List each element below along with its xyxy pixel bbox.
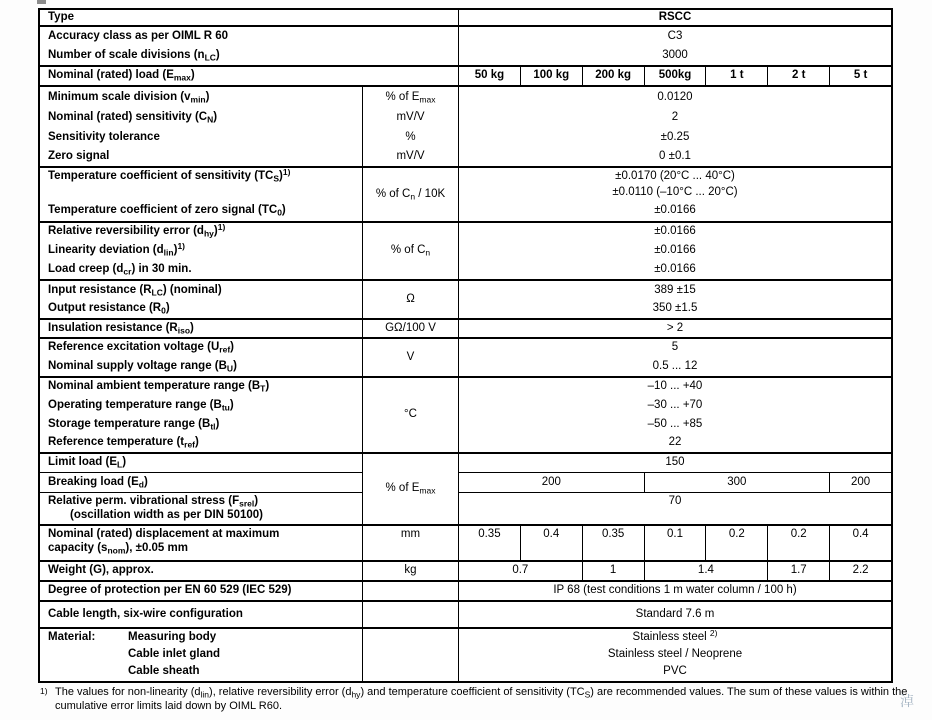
material-body-label: Measuring body	[128, 630, 217, 643]
group-type	[40, 10, 891, 25]
vibrational-stress-label: Relative perm. vibrational stress $(F_{srel})$	[48, 495, 259, 509]
tc0-label-cell	[40, 201, 362, 221]
sensitivity-tolerance-label-cell	[40, 128, 362, 147]
unit-cell	[362, 320, 458, 337]
load-1t: 1 t	[730, 69, 744, 82]
displacement-label-line2: capacity $(s_{nom})$, ±0.05 mm	[48, 541, 188, 556]
insulation-label: Insulation resistance $(R_{iso})$	[48, 321, 194, 336]
tcs-value-cell	[458, 168, 891, 185]
group-nominal-load	[40, 65, 891, 85]
output-resistance-label-cell	[40, 300, 362, 318]
cable-length-label: Cable length, six-wire configuration	[48, 607, 243, 620]
type-value-cell	[458, 10, 891, 25]
weight-value-cell	[767, 562, 829, 580]
cable-length-value-cell	[458, 602, 891, 627]
group-insulation	[40, 318, 891, 337]
nominal-sensitivity-label: Nominal (rated) sensitivity $(C_N)$	[48, 111, 218, 125]
load-200kg: 200 kg	[595, 69, 632, 82]
spec-table	[38, 8, 893, 683]
weight-value: 2.2	[852, 564, 869, 577]
tc0-value: ±0.0166	[654, 204, 696, 217]
reversibility-value: ±0.0166	[654, 225, 696, 238]
breaking-load-label-cell	[40, 473, 362, 493]
protection-label-cell	[40, 582, 362, 600]
unit-cell-empty	[362, 629, 458, 681]
tc0-label: Temperature coefficient of zero signal $(TC_0)$	[48, 204, 286, 218]
unit-text: mV/V	[396, 111, 425, 124]
material-body-value: Stainless steel $^{2)}$	[632, 629, 718, 643]
unit-text: Ω	[406, 292, 415, 305]
breaking-load-value-low: 200	[541, 475, 561, 488]
vibrational-stress-value: 70	[668, 495, 682, 507]
vibrational-stress-value-cell	[458, 493, 891, 524]
reference-temp-value: 22	[668, 436, 682, 449]
cropped-artifact	[37, 0, 46, 4]
weight-label-cell	[40, 562, 362, 580]
material-prefix: Material:	[48, 630, 96, 643]
group-temp-coefficients	[40, 166, 891, 221]
storage-temp-value: –50 ... +85	[647, 417, 703, 430]
protection-label: Degree of protection per EN 60 529 (IEC 529)	[48, 584, 292, 597]
sensitivity-tolerance-value-cell	[458, 128, 891, 147]
accuracy-class-value: C3	[667, 29, 683, 42]
protection-value: IP 68 (test conditions 1 m water column / 100 h)	[553, 584, 797, 597]
ref-excitation-label: Reference excitation voltage $(U_{ref})$	[48, 341, 234, 355]
accuracy-class-label-cell	[40, 27, 458, 46]
load-100kg: 100 kg	[533, 69, 570, 82]
zero-signal-value-cell	[458, 147, 891, 166]
unit-text: mV/V	[396, 149, 425, 162]
storage-temp-value-cell	[458, 415, 891, 434]
unit-text: °C	[404, 408, 417, 421]
group-load-limits	[40, 452, 891, 524]
weight-value-cell	[829, 562, 891, 580]
unit-cell	[362, 454, 458, 524]
displacement-value: 0.35	[478, 528, 501, 540]
group-resistance	[40, 279, 891, 318]
displacement-value: 0.2	[728, 528, 745, 540]
material-body-label-cell	[40, 629, 362, 646]
load-col-header	[829, 67, 891, 85]
operating-temp-label-cell	[40, 396, 362, 415]
tcs-value-cell	[458, 185, 891, 201]
group-material	[40, 627, 891, 681]
ambient-temp-label: Nominal ambient temperature range $(B_T)$	[48, 380, 270, 394]
scale-divisions-value-cell	[458, 46, 891, 65]
weight-value-cell	[582, 562, 644, 580]
unit-cell	[362, 223, 458, 279]
input-resistance-value-cell	[458, 281, 891, 300]
zero-signal-value: 0 ±0.1	[659, 149, 691, 162]
creep-value: ±0.0166	[654, 262, 696, 275]
tc0-value-cell	[458, 201, 891, 221]
load-col-header	[520, 67, 582, 85]
material-sheath-value: PVC	[663, 665, 687, 678]
operating-temp-value-cell	[458, 396, 891, 415]
breaking-load-value-cell	[458, 473, 644, 493]
input-resistance-label: Input resistance $(R_{LC})$ (nominal)	[48, 283, 222, 298]
tcs-label-cell	[40, 168, 362, 201]
breaking-load-value-mid: 300	[727, 475, 747, 488]
displacement-label-cell	[40, 526, 362, 560]
type-label-cell	[40, 10, 458, 25]
load-5t: 5 t	[853, 69, 868, 82]
unit-text: % of $C_n$	[390, 244, 431, 258]
supply-range-value: 0.5 ... 12	[652, 359, 698, 372]
unit-cell	[362, 168, 458, 221]
group-accuracy	[40, 25, 891, 65]
breaking-load-value-cell	[829, 473, 891, 493]
operating-temp-label: Operating temperature range $(B_{tu})$	[48, 398, 234, 413]
unit-cell	[362, 281, 458, 318]
displacement-value: 0.1	[666, 528, 683, 540]
accuracy-class-value-cell	[458, 27, 891, 46]
group-sensitivity	[40, 85, 891, 166]
linearity-value: ±0.0166	[654, 243, 696, 256]
nominal-sensitivity-value: 2	[671, 111, 679, 124]
material-sheath-label-cell	[40, 663, 362, 681]
unit-cell-empty	[362, 582, 458, 600]
vibrational-stress-label-cell	[40, 493, 362, 524]
ambient-temp-value: –10 ... +40	[647, 380, 703, 393]
limit-load-value: 150	[665, 456, 685, 469]
material-body-value-cell	[458, 629, 891, 646]
weight-value-cell	[458, 562, 582, 580]
min-scale-division-label: Minimum scale division $(v_{min})$	[48, 90, 210, 105]
unit-cell-empty	[362, 602, 458, 627]
weight-label: Weight (G), approx.	[48, 564, 154, 577]
zero-signal-label: Zero signal	[48, 149, 110, 162]
displacement-value-cell	[458, 526, 520, 560]
group-voltage	[40, 337, 891, 376]
limit-load-label: Limit load $(E_L)$	[48, 456, 127, 470]
footnote-marker: 1)	[40, 686, 48, 696]
type-label: Type	[48, 10, 74, 23]
insulation-value-cell	[458, 320, 891, 337]
displacement-value-cell	[582, 526, 644, 560]
unit-text: kg	[404, 564, 417, 577]
material-sheath-value-cell	[458, 663, 891, 681]
scale-divisions-value: 3000	[662, 48, 688, 61]
creep-value-cell	[458, 260, 891, 279]
displacement-value-cell	[644, 526, 706, 560]
material-sheath-label: Cable sheath	[128, 665, 200, 678]
weight-value: 1.4	[697, 564, 714, 577]
protection-value-cell	[458, 582, 891, 600]
footnote-text: The values for non-linearity $(d_{lin})$, relative reversibility error $(d_{hy})$ and temperature coefficient of sensitivity $(TC_S)$ are recommended values. The sum of these values is within the cumulative error limits laid down by OIML R60.	[55, 686, 908, 712]
unit-cell	[362, 147, 458, 166]
tcs-value-warm: ±0.0170 (20°C ... 40°C)	[615, 169, 735, 182]
output-resistance-value: 350 ±1.5	[652, 302, 698, 315]
unit-text: % of $E_{max}$	[385, 90, 436, 105]
accuracy-class-label: Accuracy class as per OIML R 60	[48, 29, 229, 42]
breaking-load-value-high: 200	[850, 475, 871, 488]
cable-length-label-cell	[40, 602, 362, 627]
weight-value: 1	[609, 564, 617, 577]
weight-value-cell	[644, 562, 768, 580]
insulation-value: > 2	[666, 321, 684, 334]
displacement-value-cell	[520, 526, 582, 560]
tcs-label: Temperature coefficient of sensitivity $(TC_S)^{1)}$	[48, 168, 291, 184]
creep-label: Load creep $(d_{cr})$ in 30 min.	[48, 262, 192, 277]
type-value: RSCC	[658, 10, 692, 23]
linearity-label: Linearity deviation $(d_{lin})^{1)}$	[48, 241, 185, 258]
displacement-value: 0.4	[543, 528, 560, 540]
limit-load-value-cell	[458, 454, 891, 473]
sensitivity-tolerance-value: ±0.25	[660, 130, 690, 143]
nominal-load-label: Nominal (rated) load $(E_{max})$	[48, 69, 195, 83]
group-cable-length	[40, 600, 891, 627]
unit-cell	[362, 128, 458, 147]
min-scale-division-value-cell	[458, 87, 891, 108]
reversibility-value-cell	[458, 223, 891, 241]
unit-text: GΩ/100 V	[385, 321, 436, 334]
load-col-header	[644, 67, 706, 85]
reference-temp-value-cell	[458, 434, 891, 452]
linearity-value-cell	[458, 241, 891, 260]
unit-text: V	[406, 350, 415, 363]
nominal-sensitivity-value-cell	[458, 108, 891, 128]
group-error-values	[40, 221, 891, 279]
unit-cell	[362, 526, 458, 560]
supply-range-label-cell	[40, 357, 362, 376]
load-col-header	[582, 67, 644, 85]
unit-text: %	[405, 130, 416, 143]
ambient-temp-value-cell	[458, 378, 891, 396]
material-gland-label: Cable inlet gland	[128, 647, 221, 660]
displacement-value: 0.4	[852, 528, 869, 540]
unit-text: % of $E_{max}$	[385, 482, 436, 496]
watermark-glyph: 淖	[900, 693, 914, 709]
material-gland-value: Stainless steel / Neoprene	[607, 647, 743, 660]
ref-excitation-value: 5	[671, 341, 679, 354]
limit-load-label-cell	[40, 454, 362, 473]
breaking-load-label: Breaking load $(E_d)$	[48, 475, 148, 490]
group-displacement	[40, 524, 891, 560]
unit-text: % of $C_n / 10K$	[375, 187, 446, 202]
load-50kg: 50 kg	[474, 69, 505, 82]
unit-cell	[362, 562, 458, 580]
scale-divisions-label-cell	[40, 46, 458, 65]
group-weight	[40, 560, 891, 580]
output-resistance-value-cell	[458, 300, 891, 318]
breaking-load-value-cell	[644, 473, 830, 493]
storage-temp-label-cell	[40, 415, 362, 434]
displacement-label: Nominal (rated) displacement at maximum	[48, 528, 280, 540]
group-protection	[40, 580, 891, 600]
material-gland-value-cell	[458, 646, 891, 663]
footnote-1	[40, 685, 908, 713]
min-scale-division-label-cell	[40, 87, 362, 108]
min-scale-division-value: 0.0120	[657, 90, 693, 103]
storage-temp-label: Storage temperature range $(B_{tl})$	[48, 417, 220, 432]
load-col-header	[767, 67, 829, 85]
load-col-header	[705, 67, 767, 85]
ref-excitation-value-cell	[458, 339, 891, 357]
reversibility-label: Relative reversibility error $(d_{hy})^{1)}$	[48, 223, 226, 239]
reference-temp-label: Reference temperature $(t_{ref})$	[48, 436, 199, 450]
unit-cell	[362, 339, 458, 376]
nominal-load-label-cell	[40, 67, 458, 85]
output-resistance-label: Output resistance $(R_0)$	[48, 302, 170, 316]
input-resistance-value: 389 ±15	[654, 283, 696, 296]
reversibility-label-cell	[40, 223, 362, 241]
unit-text: mm	[400, 528, 421, 540]
operating-temp-value: –30 ... +70	[647, 398, 703, 411]
input-resistance-label-cell	[40, 281, 362, 300]
load-2t: 2 t	[792, 69, 806, 82]
reference-temp-label-cell	[40, 434, 362, 452]
supply-range-value-cell	[458, 357, 891, 376]
displacement-value: 0.35	[601, 528, 625, 540]
zero-signal-label-cell	[40, 147, 362, 166]
displacement-value-cell	[829, 526, 891, 560]
displacement-value-cell	[705, 526, 767, 560]
ambient-temp-label-cell	[40, 378, 362, 396]
material-gland-label-cell	[40, 646, 362, 663]
linearity-label-cell	[40, 241, 362, 260]
creep-label-cell	[40, 260, 362, 279]
ref-excitation-label-cell	[40, 339, 362, 357]
displacement-value-cell	[767, 526, 829, 560]
weight-value: 1.7	[790, 564, 807, 577]
vibrational-stress-label-line2: (oscillation width as per DIN 50100)	[70, 508, 263, 521]
group-temperature	[40, 376, 891, 452]
cable-length-value: Standard 7.6 m	[635, 607, 715, 620]
load-500kg: 500kg	[658, 69, 692, 82]
insulation-label-cell	[40, 320, 362, 337]
load-col-header	[458, 67, 520, 85]
sensitivity-tolerance-label: Sensitivity tolerance	[48, 130, 160, 143]
nominal-sensitivity-label-cell	[40, 108, 362, 128]
unit-cell	[362, 87, 458, 108]
unit-cell	[362, 108, 458, 128]
weight-value: 0.7	[512, 564, 529, 577]
unit-cell	[362, 378, 458, 452]
displacement-value: 0.2	[790, 528, 807, 540]
supply-range-label: Nominal supply voltage range $(B_U)$	[48, 359, 237, 374]
scale-divisions-label: Number of scale divisions $(n_{LC})$	[48, 48, 220, 63]
tcs-value-cold: ±0.0110 (–10°C ... 20°C)	[612, 186, 738, 199]
